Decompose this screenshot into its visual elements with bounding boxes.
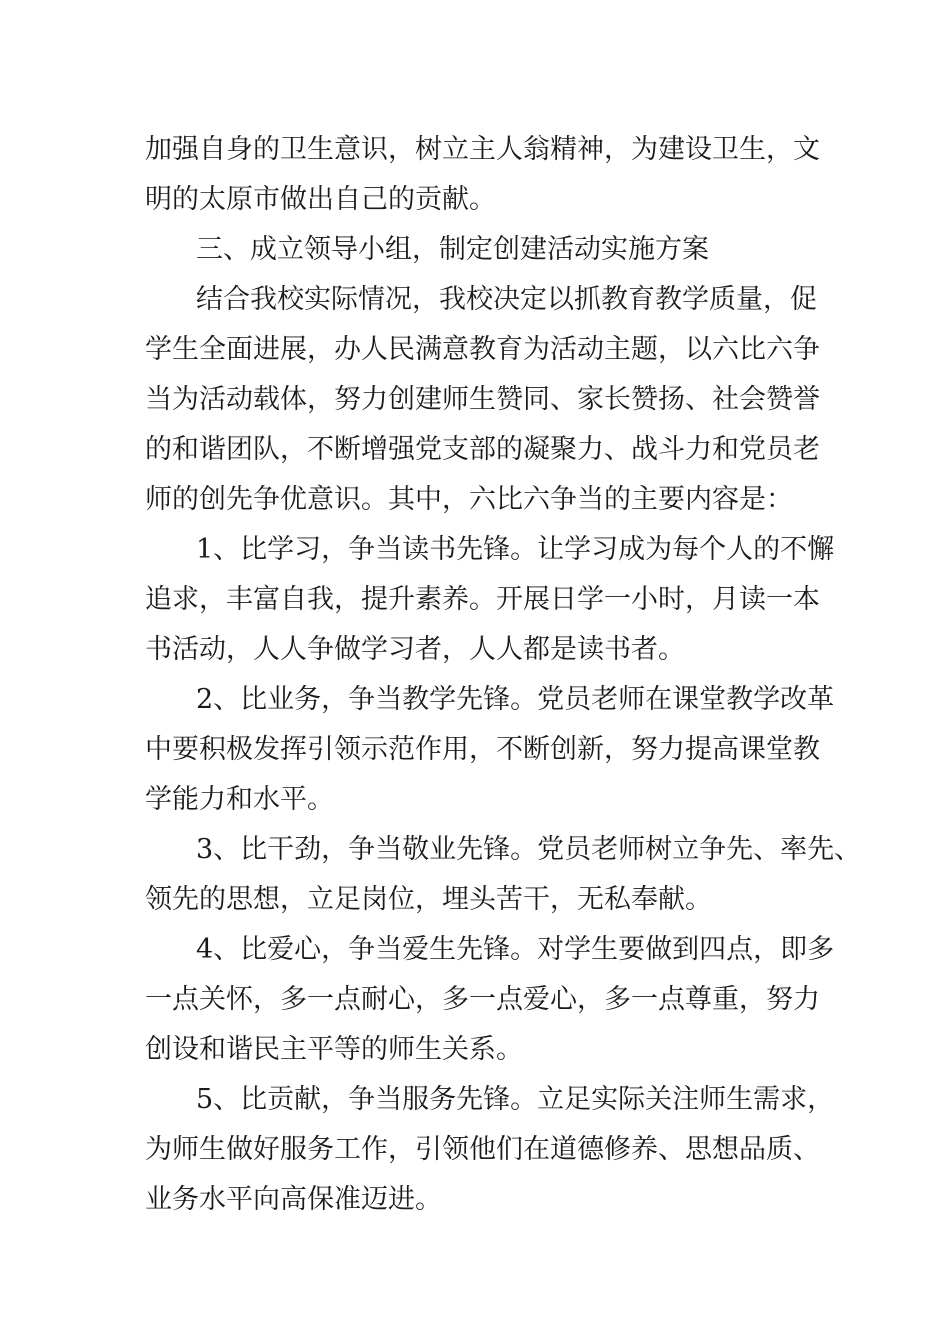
- text-line: 一点关怀，多一点耐心，多一点爱心，多一点尊重，努力: [145, 984, 820, 1015]
- text-line: 5、比贡献，争当服务先锋。立足实际关注师生需求，: [196, 1084, 835, 1115]
- text-line: 为师生做好服务工作，引领他们在道德修养、思想品质、: [145, 1134, 820, 1165]
- text-line: 3、比干劲，争当敬业先锋。党员老师树立争先、率先、: [196, 834, 862, 865]
- text-line: 1、比学习，争当读书先锋。让学习成为每个人的不懈: [196, 534, 835, 565]
- text-line: 领先的思想，立足岗位，埋头苦干，无私奉献。: [145, 884, 712, 915]
- text-line: 明的太原市做出自己的贡献。: [145, 184, 496, 215]
- text-line: 加强自身的卫生意识，树立主人翁精神，为建设卫生，文: [145, 134, 820, 165]
- text-line: 当为活动载体，努力创建师生赞同、家长赞扬、社会赞誉: [145, 384, 820, 415]
- text-line: 师的创先争优意识。其中，六比六争当的主要内容是：: [145, 484, 793, 515]
- text-line: 的和谐团队，不断增强党支部的凝聚力、战斗力和党员老: [145, 434, 820, 465]
- text-line: 学生全面进展，办人民满意教育为活动主题，以六比六争: [145, 334, 820, 365]
- text-line: 业务水平向高保准迈进。: [145, 1184, 442, 1215]
- text-line: 追求，丰富自我，提升素养。开展日学一小时，月读一本: [145, 584, 820, 615]
- section-heading: 三、成立领导小组，制定创建活动实施方案: [196, 234, 709, 265]
- text-line: 书活动，人人争做学习者，人人都是读书者。: [145, 634, 685, 665]
- text-line: 学能力和水平。: [145, 784, 334, 815]
- text-line: 结合我校实际情况，我校决定以抓教育教学质量，促: [196, 284, 817, 315]
- text-line: 4、比爱心，争当爱生先锋。对学生要做到四点，即多: [196, 934, 835, 965]
- text-line: 创设和谐民主平等的师生关系。: [145, 1034, 523, 1065]
- text-line: 中要积极发挥引领示范作用，不断创新，努力提高课堂教: [145, 734, 820, 765]
- text-line: 2、比业务，争当教学先锋。党员老师在课堂教学改革: [196, 684, 835, 715]
